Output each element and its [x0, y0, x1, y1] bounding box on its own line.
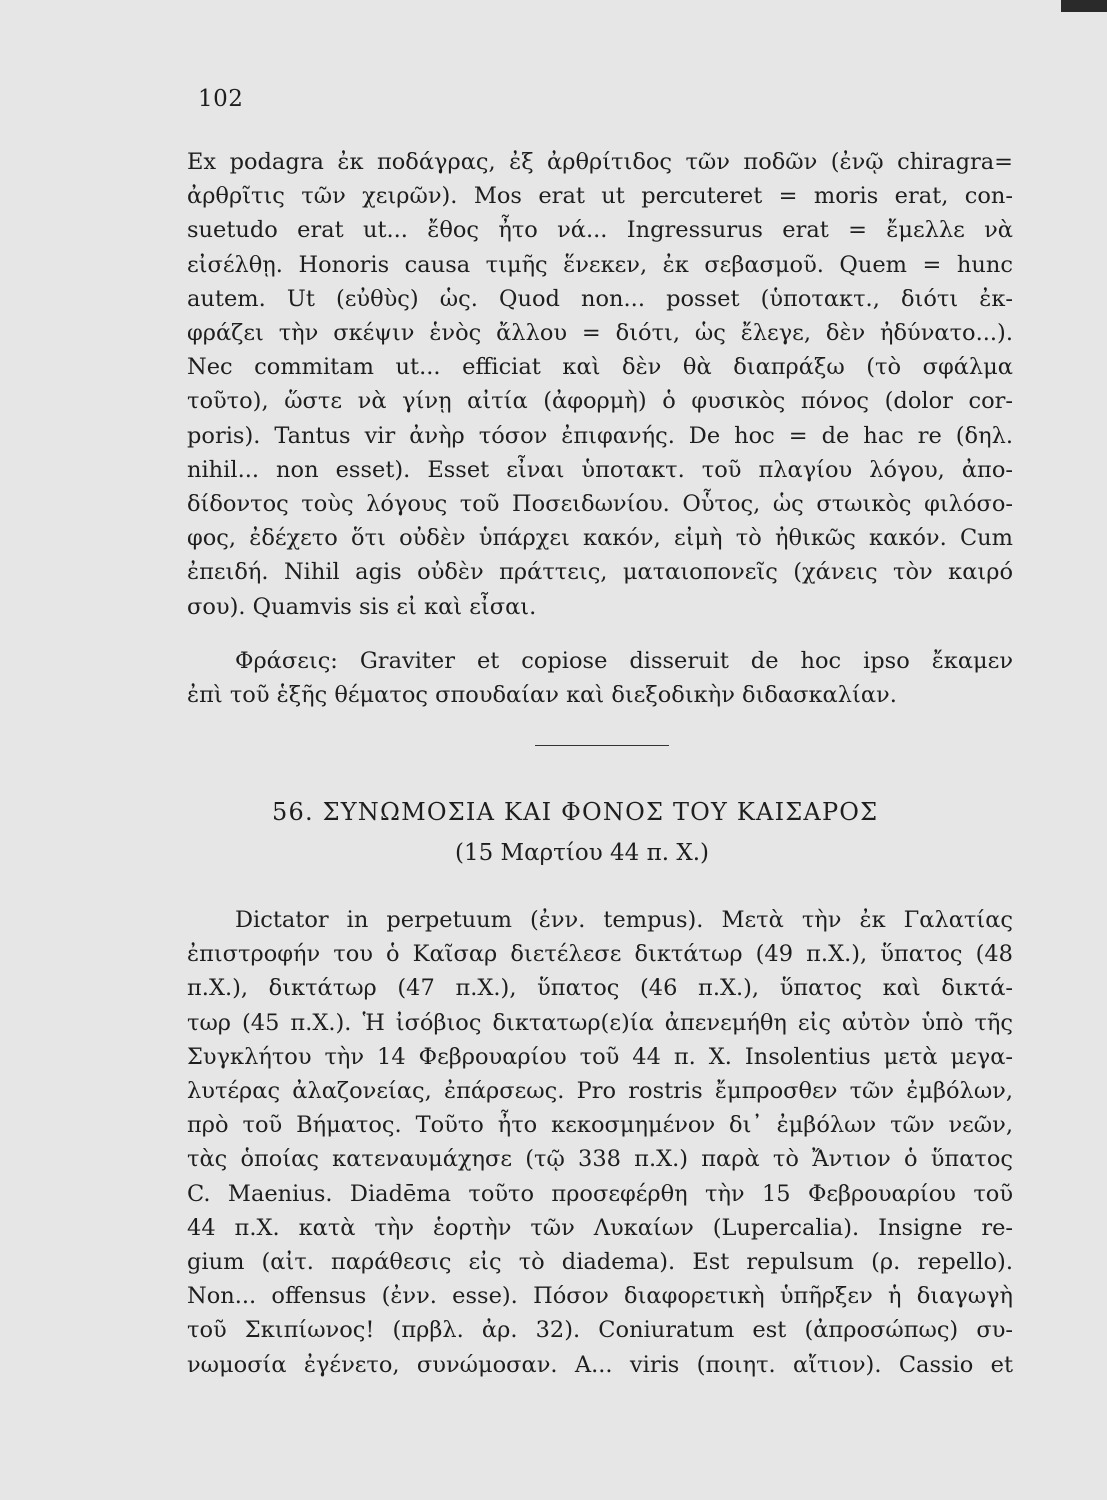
text-line: ἀρθρῖτις τῶν χειρῶν). Mos erat ut percuteret = moris erat, con- [187, 183, 1013, 210]
text-line: φράζει τὴν σκέψιν ἑνὸς ἄλλου = διότι, ὡς ἔλεγε, δὲν ἠδύνατο...). [187, 320, 1013, 347]
text-line: Nec commitam ut... efficiat καὶ δὲν θὰ διαπράξω (τὸ σφάλμα [187, 354, 1013, 381]
text-line: C. Maenius. Diadēma τοῦτο προσεφέρθη τὴν 15 Φεβρουαρίου τοῦ [187, 1180, 1013, 1207]
text-line: gium (αἰτ. παράθεσις εἰς τὸ diadema). Est repulsum (ρ. repello). [187, 1249, 1013, 1276]
text-line: Φράσεις: Graviter et copiose disseruit de hoc ipso ἔκαμεν [235, 648, 1013, 674]
text-line: ἐπειδή. Nihil agis οὐδὲν πράττεις, ματαιοπονεῖς (χάνεις τὸν καιρό [187, 559, 1013, 586]
commentary-paragraph-1 [187, 145, 1013, 624]
text-line: τὰς ὁποίας κατεναυμάχησε (τῷ 338 π.Χ.) παρὰ τὸ Ἄντιον ὁ ὕπατος [187, 1146, 1013, 1173]
text-line: Dictator in perpetuum (ἐνν. tempus). Μετὰ τὴν ἐκ Γαλατίας [235, 907, 1013, 933]
scan-edge-mark [1061, 0, 1107, 12]
text-line: πρὸ τοῦ Βήματος. Τοῦτο ἦτο κεκοσμημένον δι᾿ ἐμβόλων τῶν νεῶν, [187, 1112, 1013, 1139]
phrases-paragraph [187, 644, 1013, 712]
text-line: Non... offensus (ἐνν. esse). Πόσον διαφορετικὴ ὑπῆρξεν ἡ διαγωγὴ [187, 1283, 1013, 1310]
text-line: ἐπιστροφήν του ὁ Καῖσαρ διετέλεσε δικτάτωρ (49 π.Χ.), ὕπατος (48 [187, 941, 1013, 968]
text-line: Συγκλήτου τὴν 14 Φεβρουαρίου τοῦ 44 π. Χ. Insolentius μετὰ μεγα- [187, 1043, 1013, 1070]
text-line: εἰσέλθῃ. Honoris causa τιμῆς ἕνεκεν, ἐκ σεβασμοῦ. Quem = hunc [187, 251, 1013, 278]
section-divider [535, 745, 669, 746]
section-title: 56. ΣΥΝΩΜΟΣΙΑ ΚΑΙ ΦΟΝΟΣ ΤΟΥ ΚΑΙΣΑΡΟΣ [272, 798, 879, 826]
text-line: τωρ (45 π.Χ.). Ἡ ἰσόβιος δικτατωρ(ε)ία ἀπενεμήθη εἰς αὐτὸν ὑπὸ τῆς [187, 1009, 1013, 1036]
text-line: λυτέρας ἀλαζονείας, ἐπάρσεως. Pro rostris ἔμπροσθεν τῶν ἐμβόλων, [187, 1078, 1013, 1105]
text-line: δίδοντος τοὺς λόγους τοῦ Ποσειδωνίου. Οὗτος, ὡς στωικὸς φιλόσο- [187, 491, 1013, 518]
commentary-paragraph-2 [187, 903, 1013, 1382]
text-line: τοῦτο), ὥστε νὰ γίνῃ αἰτία (ἀφορμὴ) ὁ φυσικὸς πόνος (dolor cor- [187, 388, 1013, 415]
text-line: ἐπὶ τοῦ ἑξῆς θέματος σπουδαίαν καὶ διεξοδικὴν διδασκαλίαν. [187, 682, 897, 709]
text-line: Ex podagra ἐκ ποδάγρας, ἐξ ἀρθρίτιδος τῶν ποδῶν (ἐνῷ chiragra= [187, 149, 1013, 175]
text-line: τοῦ Σκιπίωνος! (πρβλ. ἀρ. 32). Coniuratum est (ἀπροσώπως) συ- [187, 1317, 1013, 1344]
text-line: suetudo erat ut... ἔθος ἦτο νά... Ingressurus erat = ἔμελλε νὰ [187, 217, 1013, 244]
page-number: 102 [198, 86, 244, 112]
text-line: π.Χ.), δικτάτωρ (47 π.Χ.), ὕπατος (46 π.Χ.), ὕπατος καὶ δικτά- [187, 975, 1013, 1002]
text-line: φος, ἐδέχετο ὅτι οὐδὲν ὑπάρχει κακόν, εἰμὴ τὸ ἠθικῶς κακόν. Cum [187, 525, 1013, 552]
text-line: poris). Tantus vir ἀνὴρ τόσον ἐπιφανής. De hoc = de hac re (δηλ. [187, 422, 1013, 449]
text-line: nihil... non esset). Esset εἶναι ὑποτακτ. τοῦ πλαγίου λόγου, ἀπο- [187, 456, 1013, 483]
text-line: νωμοσία ἐγένετο, συνώμοσαν. A... viris (ποιητ. αἴτιον). Cassio et [187, 1351, 1013, 1378]
section-subtitle: (15 Μαρτίου 44 π. Χ.) [455, 840, 710, 866]
text-line: σου). Quamvis sis εἰ καὶ εἶσαι. [187, 593, 537, 620]
text-line: autem. Ut (εὐθὺς) ὡς. Quod non... posset (ὑποτακτ., διότι ἐκ- [187, 285, 1013, 312]
text-line: 44 π.Χ. κατὰ τὴν ἑορτὴν τῶν Λυκαίων (Lupercalia). Insigne re- [187, 1214, 1013, 1241]
